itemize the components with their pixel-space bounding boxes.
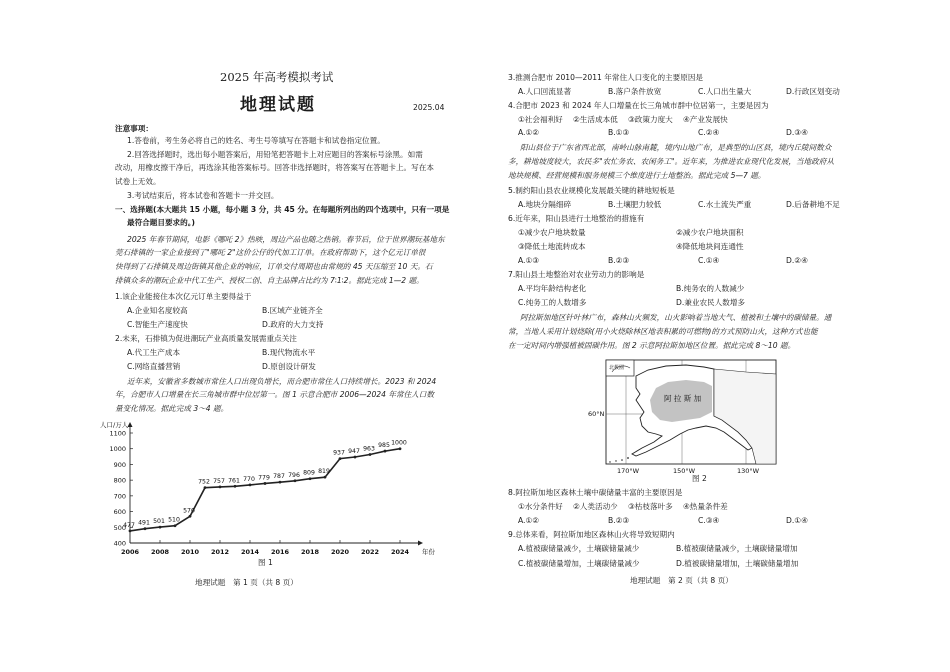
x-axis-arrow xyxy=(418,541,423,546)
passage-line: 常，当地人采用计划烧除(用小火烧除林区地表积累的可燃物)的方式预防山火，这种方式也能 xyxy=(508,327,818,336)
item: ②生活成本低 xyxy=(573,115,618,124)
figure2-caption: 图 2 xyxy=(692,474,707,483)
option: C.③④ xyxy=(698,516,720,525)
option: C.①④ xyxy=(698,256,720,265)
question-8: 8.阿拉斯加地区森林土壤中碳储量丰富的主要原因是 xyxy=(508,488,683,497)
data-label: 819 xyxy=(318,468,330,476)
data-point xyxy=(294,479,297,482)
longitude-label: 150°W xyxy=(673,467,696,475)
data-label: 947 xyxy=(348,448,360,456)
option: D.①④ xyxy=(786,516,808,525)
y-tick-label: 700 xyxy=(113,492,126,501)
option: B.①③ xyxy=(608,128,630,137)
option: D.政府的大力支持 xyxy=(262,320,324,329)
data-point xyxy=(144,527,147,530)
option: A.地块分隔细碎 xyxy=(518,200,572,209)
inset-label: 北极圈 xyxy=(609,365,625,371)
data-label: 1000 xyxy=(391,439,407,447)
option: B.落户条件放宽 xyxy=(608,87,662,96)
option: B.土壤肥力较低 xyxy=(608,200,662,209)
data-label: 757 xyxy=(213,477,225,485)
note-line: 3.考试结束后，将本试卷和答题卡一并交回。 xyxy=(127,191,279,200)
option: B.现代物流水平 xyxy=(262,348,316,357)
passage-line: 阿拉斯加地区针叶林广布，森林山火频发，山火影响着当地大气、植被和土壤中的碳储量。通 xyxy=(520,313,832,322)
y-axis-label: 人口/万人 xyxy=(100,421,129,429)
question-6: 6.近年来，阳山县进行土地整治的措施有 xyxy=(508,214,645,223)
data-label: 963 xyxy=(363,445,375,453)
option: B.纯务农的人数减少 xyxy=(676,284,745,293)
note-line: 改动，用橡皮擦干净后，再选涂其他答案标号。回答非选择题时，将答案写在答题卡上。写在本 xyxy=(115,163,434,172)
data-point xyxy=(219,486,222,489)
item: ③降低土地流转成本 xyxy=(518,242,586,251)
section-heading: 一、选择题(本大题共 15 小题，每小题 3 分，共 45 分。在每题所列出的四个选项中，只有一项是 xyxy=(115,205,450,214)
question-7: 7.阳山县土地整治对农业劳动力的影响是 xyxy=(508,270,645,279)
latitude-label: 60°N xyxy=(588,410,605,418)
option: C.水土流失严重 xyxy=(698,200,752,209)
x-tick-label: 2018 xyxy=(300,548,320,556)
x-tick-label: 2006 xyxy=(120,548,140,556)
data-point xyxy=(204,486,207,489)
option: A.代工生产成本 xyxy=(127,348,181,357)
data-point xyxy=(249,483,252,486)
item: ②减少农户地块面积 xyxy=(676,228,744,237)
exam-title: 2025 年高考模拟考试 xyxy=(220,70,334,84)
x-tick-label: 2020 xyxy=(330,548,350,556)
passage-line: 地块规模、经营规模和服务规模三个维度进行土地整治。据此完成 5—7 题。 xyxy=(508,171,766,180)
item: ③政策力度大 xyxy=(628,115,673,124)
note-line: 1.答卷前，考生务必将自己的姓名、考生号等填写在答题卡和试卷指定位置。 xyxy=(127,136,385,145)
option: B.②③ xyxy=(608,516,630,525)
option: A.①② xyxy=(518,516,540,525)
population-line-chart xyxy=(98,415,438,575)
passage-line: 年，合肥市人口增量在长三角城市群中位居第一。图 1 示意合肥市 2006—2024 年常住人口数 xyxy=(115,390,434,399)
data-point xyxy=(309,477,312,480)
alaska-map xyxy=(588,356,796,475)
y-tick-label: 500 xyxy=(113,523,126,532)
y-axis-arrow xyxy=(128,422,133,427)
option: C.网络直播营销 xyxy=(127,362,181,371)
section-heading: 最符合题目要求的。) xyxy=(127,218,196,227)
passage-line: 排镇众多的潮玩企业中代工生产、授权二创、自主品牌占比约为 7∶1∶2。据此完成 1—2 题。 xyxy=(115,276,424,285)
data-label: 937 xyxy=(333,449,345,457)
data-label: 761 xyxy=(228,477,240,485)
data-point xyxy=(324,476,327,479)
item: ①减少农户地块数量 xyxy=(518,228,586,237)
item: ②人类活动少 xyxy=(573,502,618,511)
left-page-footer: 地理试题 第 1 页（共 8 页） xyxy=(195,578,298,587)
option: D.③④ xyxy=(786,128,808,137)
longitude-label: 170°W xyxy=(617,467,640,475)
question-5: 5.制约阳山县农业规模化发展最关键的耕地短板是 xyxy=(508,186,675,195)
exam-date: 2025.04 xyxy=(413,103,445,112)
option: C.人口出生量大 xyxy=(698,87,752,96)
y-tick-label: 900 xyxy=(113,460,126,469)
passage-line: 2025 年春节期间，电影《哪吒 2》热映，周边产品也随之热销。春节后，位于世界潮玩基地东 xyxy=(127,235,445,244)
x-tick-label: 2010 xyxy=(180,548,200,556)
item: ④产业发展快 xyxy=(683,115,728,124)
data-label: 570 xyxy=(183,507,195,515)
subject-title: 地理试题 xyxy=(240,95,316,115)
item: ①社会福利好 xyxy=(518,115,563,124)
option: A.①③ xyxy=(518,256,540,265)
island xyxy=(621,459,623,461)
data-point xyxy=(189,515,192,518)
notes-heading: 注意事项： xyxy=(115,124,153,133)
note-line: 试卷上无效。 xyxy=(115,177,161,186)
data-point xyxy=(354,456,357,459)
question-9: 9.总体来看，阿拉斯加地区森林山火将导致短期内 xyxy=(508,530,675,539)
data-label: 477 xyxy=(123,521,135,529)
option: A.人口回流显著 xyxy=(518,87,572,96)
x-tick-label: 2016 xyxy=(270,548,290,556)
item: ④降低地块间连通性 xyxy=(676,242,744,251)
data-point xyxy=(339,457,342,460)
data-point xyxy=(234,485,237,488)
passage-line: 在一定时间内增强植被固碳作用。图 2 示意阿拉斯加地区位置。据此完成 8～10 题。 xyxy=(508,341,796,350)
data-point xyxy=(369,453,372,456)
data-point xyxy=(129,530,132,533)
x-tick-label: 2024 xyxy=(390,548,410,556)
data-label: 779 xyxy=(258,474,270,482)
data-label: 809 xyxy=(303,469,315,477)
option: D.行政区划变动 xyxy=(786,87,840,96)
alaska-label: 阿 拉 斯 加 xyxy=(664,394,702,403)
data-label: 510 xyxy=(168,516,180,524)
longitude-label: 130°W xyxy=(737,467,760,475)
data-label: 752 xyxy=(198,478,210,486)
x-axis-label: 年份 xyxy=(422,548,435,556)
y-tick-label: 1100 xyxy=(109,429,126,438)
option: B.②③ xyxy=(608,256,630,265)
y-tick-label: 600 xyxy=(113,508,126,517)
option: A.企业知名度较高 xyxy=(127,306,188,315)
data-label: 985 xyxy=(378,442,390,450)
x-tick-label: 2014 xyxy=(240,548,260,556)
passage-line: 量变化情况。据此完成 3～4 题。 xyxy=(115,404,229,413)
data-point xyxy=(384,450,387,453)
option: D.后备耕地不足 xyxy=(786,200,840,209)
option: A.①② xyxy=(518,128,540,137)
data-point xyxy=(264,482,267,485)
item: ④热量条件差 xyxy=(683,502,728,511)
island xyxy=(627,457,629,459)
x-tick-label: 2012 xyxy=(210,548,230,556)
option: B.植被碳储量减少，土壤碳储量增加 xyxy=(676,544,798,553)
data-label: 770 xyxy=(243,475,255,483)
question-3: 3.推测合肥市 2010—2011 年常住人口变化的主要原因是 xyxy=(508,73,704,82)
item: ③枯枝落叶多 xyxy=(628,502,673,511)
data-label: 501 xyxy=(153,518,165,526)
data-point xyxy=(399,447,402,450)
note-line: 2.回答选择题时，选出每小题答案后，用铅笔把答题卡上对应题目的答案标号涂黑。如需 xyxy=(127,150,423,159)
option: C.植被碳储量增加，土壤碳储量减少 xyxy=(518,559,640,568)
figure1-caption: 图 1 xyxy=(258,558,273,567)
item: ①水分条件好 xyxy=(518,502,563,511)
data-point xyxy=(159,526,162,529)
data-label: 491 xyxy=(138,519,150,527)
option: C.智能生产速度快 xyxy=(127,320,188,329)
island xyxy=(609,461,610,462)
right-page-footer: 地理试题 第 2 页（共 8 页） xyxy=(630,576,733,585)
option: D.兼业农民人数增多 xyxy=(676,298,746,307)
passage-line: 快得到了石排镇及周边街镇其他企业的响应，订单交付周期也由常规的 45 天压缩至 10 天。石 xyxy=(115,262,433,271)
option: B.区域产业链齐全 xyxy=(262,306,323,315)
passage-line: 莞石排镇的一家企业接到了"哪吒 2"这价公仔的代加工订单。在政府帮助下，这个亿元订单很 xyxy=(115,248,426,257)
x-tick-label: 2022 xyxy=(360,548,380,556)
y-tick-label: 1000 xyxy=(109,445,126,454)
question-2: 2.未来，石排镇为促进潮玩产业高质量发展需重点关注 xyxy=(115,334,297,343)
option: C.纯务工的人数增多 xyxy=(518,298,587,307)
data-point xyxy=(279,481,282,484)
option: D.②④ xyxy=(786,256,808,265)
option: D.植被碳储量增加，土壤碳储量增加 xyxy=(676,559,799,568)
passage-line: 近年来，安徽省多数城市常住人口出现负增长，而合肥市常住人口持续增长。2023 和 2024 xyxy=(127,377,437,386)
island xyxy=(615,460,616,461)
y-tick-label: 400 xyxy=(113,539,126,548)
option: C.②④ xyxy=(698,128,720,137)
option: A.植被碳储量减少，土壤碳储量减少 xyxy=(518,544,640,553)
passage-line: 多，耕地坡度较大，农民多"农忙务农、农闲务工"。近年来，为推进农业现代化发展，当地政府从 xyxy=(508,157,834,166)
passage-line: 阳山县位于广东省西北部，南岭山脉南麓，境内山地广布，是典型的山区县，境内丘陵间数众 xyxy=(520,143,832,152)
x-tick-label: 2008 xyxy=(150,548,170,556)
option: A.平均年龄结构老化 xyxy=(518,284,587,293)
question-4: 4.合肥市 2023 和 2024 年人口增量在长三角城市群中位居第一，主要是因为 xyxy=(508,101,769,110)
data-label: 796 xyxy=(288,471,300,479)
question-1: 1.该企业能接住本次亿元订单主要得益于 xyxy=(115,292,252,301)
option: D.原创设计研发 xyxy=(262,362,316,371)
data-point xyxy=(174,524,177,527)
data-label: 787 xyxy=(273,473,285,481)
y-tick-label: 800 xyxy=(113,476,126,485)
